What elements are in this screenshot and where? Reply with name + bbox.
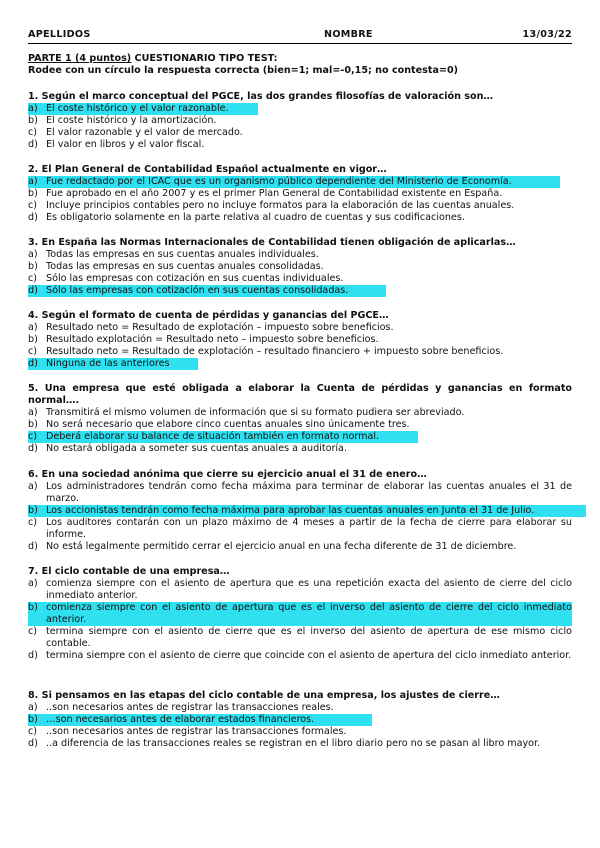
question-5 xyxy=(28,383,572,455)
part-heading xyxy=(28,53,572,65)
option-text: ..son necesarios antes de registrar las transacciones formales. xyxy=(46,726,347,737)
option-a[interactable] xyxy=(28,103,258,115)
question-title: 1. Según el marco conceptual del PGCE, las dos grandes filosofías de valoración son… xyxy=(28,91,493,102)
option-d[interactable] xyxy=(28,139,572,151)
option-text: ..son necesarios antes de registrar las transacciones reales. xyxy=(46,702,334,713)
question-title: 2. El Plan General de Contabilidad Español actualmente en vigor… xyxy=(28,164,387,175)
option-d[interactable] xyxy=(28,212,572,224)
option-text: Ninguna de las anteriores xyxy=(46,358,170,369)
option-letter: c) xyxy=(28,200,38,211)
option-text: Los accionistas tendrán como fecha máxima para aprobar las cuentas anuales en Junta el 31 de Julio. xyxy=(46,505,535,516)
option-letter: d) xyxy=(28,541,38,552)
option-letter: b) xyxy=(28,334,38,345)
option-text: Los auditores contarán con un plazo máximo de 4 meses a partir de la fecha de cierre para elaborar su informe. xyxy=(46,517,572,540)
question-title: 7. El ciclo contable de una empresa… xyxy=(28,566,230,577)
option-letter: a) xyxy=(28,481,38,492)
option-a[interactable] xyxy=(28,407,572,419)
question-2 xyxy=(28,164,572,224)
option-letter: c) xyxy=(28,127,38,138)
option-letter: a) xyxy=(28,103,38,114)
question-6 xyxy=(28,469,572,553)
option-d[interactable] xyxy=(28,541,572,553)
question-4 xyxy=(28,310,572,370)
option-d[interactable] xyxy=(28,285,386,297)
option-text: El valor en libros y el valor fiscal. xyxy=(46,139,205,150)
option-text: No estará obligada a someter sus cuentas anuales a auditoría. xyxy=(46,443,347,454)
instructions: Rodee con un círculo la respuesta correcta (bien=1; mal=-0,15; no contesta=0) xyxy=(28,65,459,76)
option-letter: c) xyxy=(28,431,38,442)
option-a[interactable] xyxy=(28,481,572,505)
option-letter: a) xyxy=(28,702,38,713)
option-a[interactable] xyxy=(28,249,572,261)
option-c[interactable] xyxy=(28,517,572,541)
option-letter: b) xyxy=(28,505,38,516)
question-title: 4. Según el formato de cuenta de pérdidas y ganancias del PGCE… xyxy=(28,310,389,321)
option-b[interactable] xyxy=(28,188,572,200)
option-b[interactable] xyxy=(28,505,586,517)
option-b[interactable] xyxy=(28,115,572,127)
option-text: Fue redactado por el ICAC que es un organismo público dependiente del Ministerio de Economía. xyxy=(46,176,512,187)
question-title: 8. Si pensamos en las etapas del ciclo contable de una empresa, los ajustes de cierre… xyxy=(28,690,500,701)
option-text: termina siempre con el asiento de cierre que coincide con el asiento de apertura del ciclo inmediato anterior. xyxy=(46,650,572,661)
option-b[interactable] xyxy=(28,714,372,726)
option-letter: d) xyxy=(28,650,38,661)
option-c[interactable] xyxy=(28,626,572,650)
option-d[interactable] xyxy=(28,443,572,455)
option-text: Resultado explotación = Resultado neto – impuesto sobre beneficios. xyxy=(46,334,379,345)
option-letter: c) xyxy=(28,346,38,357)
option-b[interactable] xyxy=(28,602,572,626)
question-title: 3. En España las Normas Internacionales de Contabilidad tienen obligación de aplicarlas… xyxy=(28,237,516,248)
option-letter: b) xyxy=(28,188,38,199)
option-text: El valor razonable y el valor de mercado. xyxy=(46,127,243,138)
option-letter: d) xyxy=(28,358,38,369)
option-d[interactable] xyxy=(28,738,572,750)
option-letter: d) xyxy=(28,139,38,150)
option-a[interactable] xyxy=(28,578,572,602)
option-letter: a) xyxy=(28,407,38,418)
option-letter: b) xyxy=(28,714,38,725)
question-8 xyxy=(28,690,572,750)
option-letter: d) xyxy=(28,738,38,749)
question-title: 6. En una sociedad anónima que cierre su ejercicio anual el 31 de enero… xyxy=(28,469,427,480)
option-d[interactable] xyxy=(28,358,198,370)
option-text: Resultado neto = Resultado de explotación – resultado financiero + impuesto sobre beneficios. xyxy=(46,346,504,357)
option-letter: d) xyxy=(28,212,38,223)
option-b[interactable] xyxy=(28,419,572,431)
option-text: comienza siempre con el asiento de apertura que es el inverso del asiento de cierre del ciclo inmediato anterior. xyxy=(46,602,572,625)
option-letter: a) xyxy=(28,578,38,589)
option-c[interactable] xyxy=(28,346,572,358)
option-letter: b) xyxy=(28,261,38,272)
option-text: ..a diferencia de las transacciones reales se registran en el libro diario pero no se pasan al libro mayor. xyxy=(46,738,541,749)
part-label: PARTE 1 (4 puntos) xyxy=(28,53,132,64)
option-text: Fue aprobado en el año 2007 y es el primer Plan General de Contabilidad existente en España. xyxy=(46,188,503,199)
option-text: Deberá elaborar su balance de situación también en formato normal. xyxy=(46,431,380,442)
option-letter: a) xyxy=(28,322,38,333)
exam-header xyxy=(28,29,572,44)
question-1 xyxy=(28,91,572,151)
option-letter: a) xyxy=(28,249,38,260)
nombre-label: NOMBRE xyxy=(324,29,373,40)
option-text: comienza siempre con el asiento de apertura que es una repetición exacta del asiento de cierre del ciclo inmediato anterior. xyxy=(46,578,572,601)
option-text: termina siempre con el asiento de cierre que es el inverso del asiento de apertura de ese mismo ciclo contable. xyxy=(46,626,572,649)
option-b[interactable] xyxy=(28,334,572,346)
option-letter: b) xyxy=(28,602,38,613)
option-letter: d) xyxy=(28,285,38,296)
part-title: CUESTIONARIO TIPO TEST: xyxy=(134,53,278,64)
option-letter: d) xyxy=(28,443,38,454)
option-letter: b) xyxy=(28,419,38,430)
option-text: El coste histórico y la amortización. xyxy=(46,115,217,126)
option-text: El coste histórico y el valor razonable. xyxy=(46,103,229,114)
option-c[interactable] xyxy=(28,273,572,285)
option-c[interactable] xyxy=(28,726,572,738)
option-a[interactable] xyxy=(28,322,572,334)
option-text: Transmitirá el mismo volumen de información que si su formato pudiera ser abreviado. xyxy=(46,407,465,418)
option-letter: c) xyxy=(28,273,38,284)
option-letter: a) xyxy=(28,176,38,187)
option-d[interactable] xyxy=(28,650,572,662)
option-a[interactable] xyxy=(28,702,572,714)
option-text: No está legalmente permitido cerrar el ejercicio anual en una fecha diferente de 31 de diciembre. xyxy=(46,541,517,552)
option-text: Sólo las empresas con cotización en sus cuentas consolidadas. xyxy=(46,285,349,296)
option-text: …son necesarios antes de elaborar estados financieros. xyxy=(46,714,315,725)
option-letter: c) xyxy=(28,726,38,737)
option-b[interactable] xyxy=(28,261,572,273)
option-text: Todas las empresas en sus cuentas anuales consolidadas. xyxy=(46,261,324,272)
option-c[interactable] xyxy=(28,431,418,443)
option-letter: c) xyxy=(28,626,38,637)
option-text: No será necesario que elabore cinco cuentas anuales sino únicamente tres. xyxy=(46,419,410,430)
option-text: Todas las empresas en sus cuentas anuales individuales. xyxy=(46,249,319,260)
part-intro xyxy=(28,53,572,77)
question-3 xyxy=(28,237,572,297)
option-text: Sólo las empresas con cotización en sus cuentas individuales. xyxy=(46,273,344,284)
option-letter: c) xyxy=(28,517,38,528)
exam-date: 13/03/22 xyxy=(522,29,572,40)
option-a[interactable] xyxy=(28,176,560,188)
option-c[interactable] xyxy=(28,127,572,139)
option-text: Incluye principios contables pero no incluye formatos para la elaboración de las cuentas anuales. xyxy=(46,200,515,211)
option-text: Los administradores tendrán como fecha máxima para terminar de elaborar las cuentas anuales el 31 de marzo. xyxy=(46,481,572,504)
option-letter: b) xyxy=(28,115,38,126)
question-title: 5. Una empresa que esté obligada a elaborar la Cuenta de pérdidas y ganancias en formato normal…. xyxy=(28,383,572,406)
option-text: Es obligatorio solamente en la parte relativa al cuadro de cuentas y sus codificaciones. xyxy=(46,212,465,223)
option-text: Resultado neto = Resultado de explotación – impuesto sobre beneficios. xyxy=(46,322,394,333)
option-c[interactable] xyxy=(28,200,572,212)
apellidos-label: APELLIDOS xyxy=(28,29,91,40)
question-7 xyxy=(28,566,572,662)
